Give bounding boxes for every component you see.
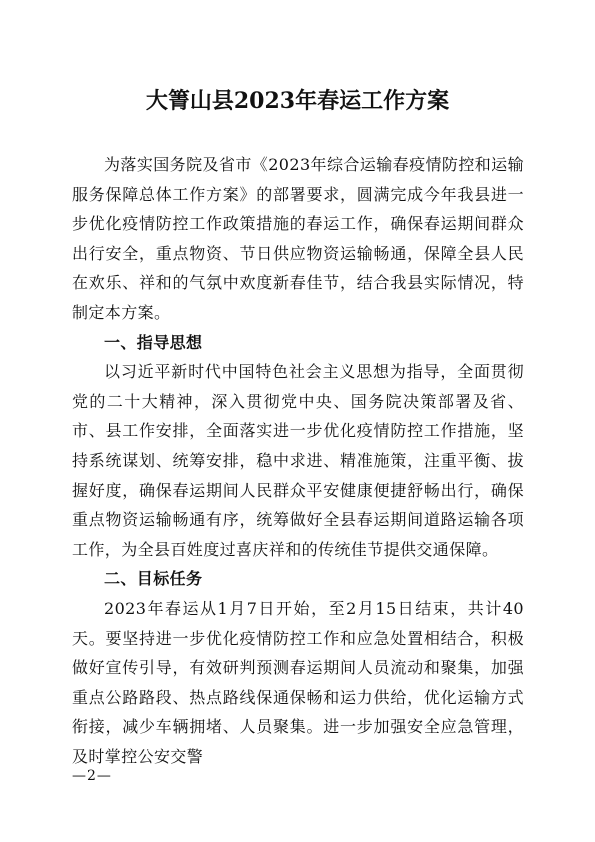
section-paragraph-guiding-ideology: 以习近平新时代中国特色社会主义思想为指导，全面贯彻党的二十大精神，深入贯彻党中央、国务院决策部署及省、市、县工作安排，全面落实进一步优化疫情防控工作措施，坚持系统谋划、统筹安排，稳中求进、精准施策，注重平衡、拔握好度，确保春运期间人民群众平安健康便捷舒畅出行，确保重点物资运输畅通有序，统筹做好全县春运期间道路运输各项工作，为全县百姓度过喜庆祥和的传统佳节提供交通保障。 <box>72 362 524 559</box>
intro-paragraph: 为落实国务院及省市《2023年综合运输春疫情防控和运输服务保障总体工作方案》的部署要求，圆满完成今年我县进一步优化疫情防控工作政策措施的春运工作，确保春运期间群众出行安全，重点物资、节日供应物资运输畅通，保障全县人民在欢乐、祥和的气氛中欢度新春佳节，结合我县实际情况，特制定本方案。 <box>72 155 524 322</box>
section-heading-goals-tasks: 二、目标任务 <box>104 569 203 589</box>
section-heading-guiding-ideology: 一、指导思想 <box>104 332 203 352</box>
document-title: 大箐山县2023年春运工作方案 <box>145 88 450 114</box>
section-paragraph-goals-tasks: 2023年春运从1月7日开始，至2月15日结束，共计40天。要坚持进一步优化疫情防控工作和应急处置相结合，积极做好宣传引导，有效研判预测春运期间人员流动和聚集，加强重点公路路段、热点路线保通保畅和运力供给，优化运输方式衔接，减少车辆拥堵、人员聚集。进一步加强安全应急管理，及时掌控公安交警 <box>72 598 524 766</box>
document-body <box>72 150 524 771</box>
page-number: —2— <box>72 768 112 784</box>
